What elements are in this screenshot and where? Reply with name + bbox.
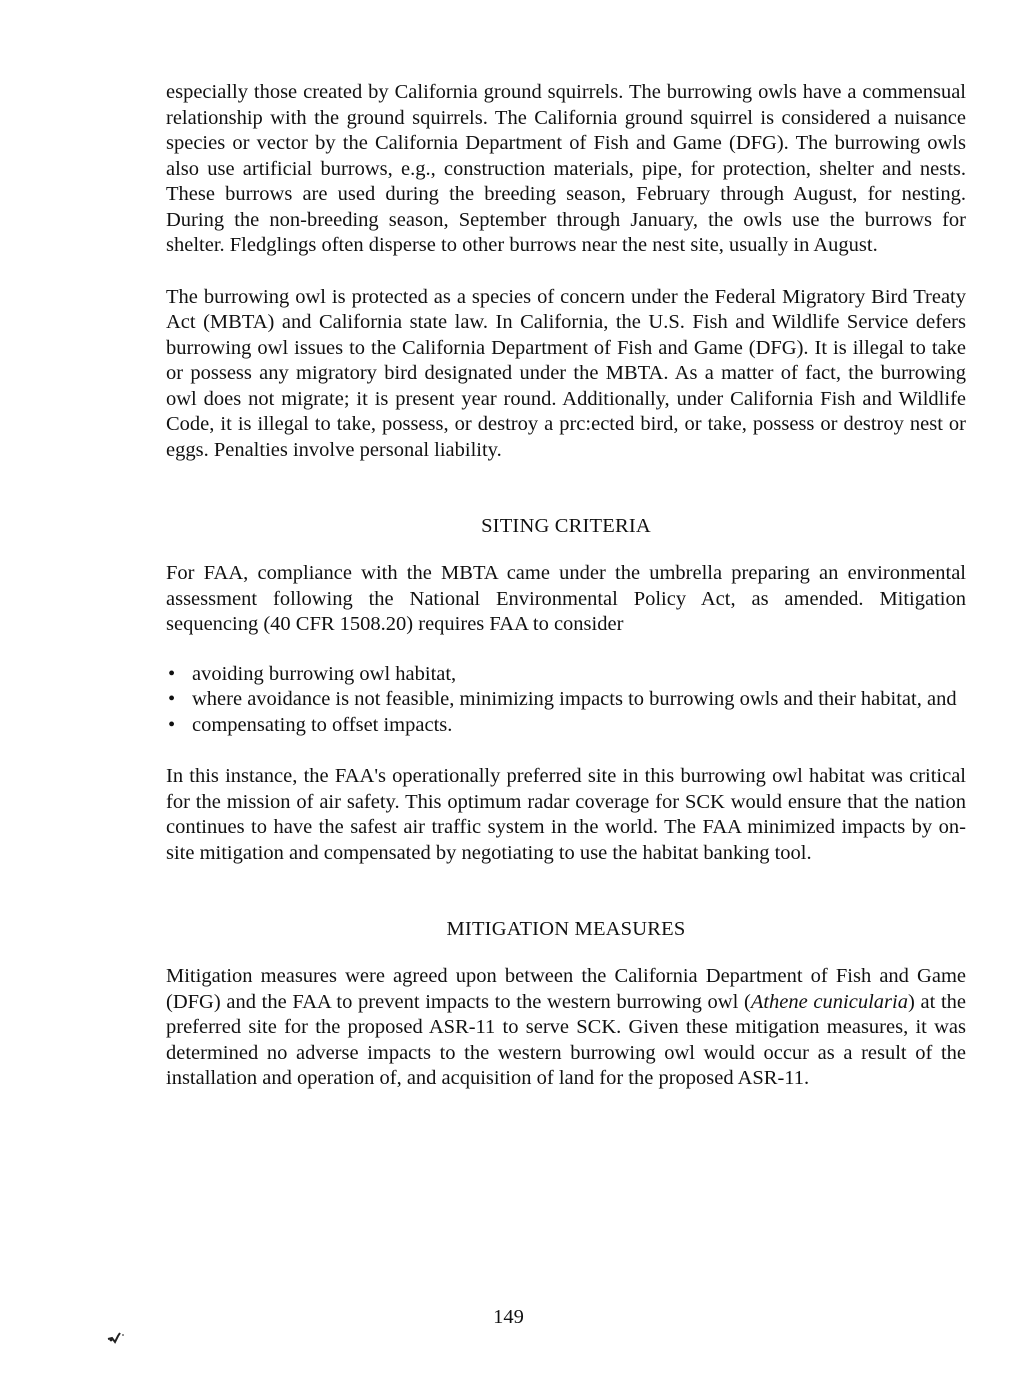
bullet-icon: • [168,713,176,736]
mitigation-text-end: ) at the preferred site for the proposed ASR-11 to serve SCK. Given these mitigation measures, it was determined no adverse impacts to the western burrowing owl would occur as a result of the installation and operation of, and acquisition of land for the proposed ASR-11. [166,990,966,1089]
heading-mitigation-measures: MITIGATION MEASURES [446,918,686,940]
paragraph-legal-protection: The burrowing owl is protected as a species of concern under the Federal Migratory Bird Treaty Act (MBTA) and California state law. In California, the U.S. Fish and Wildlife Service defers burrowing owl issues to the California Department of Fish and Game (DFG). It is illegal to take or possess any migratory bird designated under the MBTA. As a matter of fact, the burrowing owl does not migrate; it is present year round. Additionally, under California Fish and Wildlife Code, it is illegal to take, possess, or destroy a prc:ected bird, or take, possess or destroy nest or eggs. Penalties involve personal liability. [166,285,966,461]
scan-speck-icon [106,1330,128,1348]
paragraph-burrow-use: especially those created by California ground squirrels. The burrowing owls have a commensual relationship with the ground squirrels. The California ground squirrel is considered a nuisance species or vector by the California Department of Fish and Game (DFG). The burrowing owls also use artificial burrows, e.g., construction materials, pipe, for protection, shelter and nests. These burrows are used during the breeding season, February through August, for nesting. During the non-breeding season, September through January, the owls use the burrows for shelter. Fledglings often disperse to other burrows near the nest site, usually in August. [166,81,966,256]
document-page [166,80,966,1092]
paragraph-siting-intro: For FAA, compliance with the MBTA came under the umbrella preparing an environmental assessment following the National Environmental Policy Act, as amended. Mitigation sequencing (40 CFR 1508.20) requires FAA to consider [166,562,966,635]
list-item [166,713,966,739]
heading-siting-criteria: SITING CRITERIA [481,515,651,537]
paragraph-siting-closing: In this instance, the FAA's operationally preferred site in this burrowing owl habitat was critical for the mission of air safety. This optimum radar coverage for SCK would ensure that the nation continues to have the safest air traffic system in the world. The FAA minimized impacts by on-site mitigation and compensated by negotiating to use the habitat banking tool. [166,765,966,864]
list-item-text: where avoidance is not feasible, minimizing impacts to burrowing owls and their habitat, and [192,688,957,710]
paragraph-mitigation [166,964,966,1092]
mitigation-sequence-list [166,662,966,739]
list-item-text: compensating to offset impacts. [192,713,453,736]
list-item [166,687,966,713]
list-item [166,662,966,688]
list-item-text: avoiding burrowing owl habitat, [192,662,457,685]
page-number: 149 [493,1306,524,1328]
species-name: Athene cunicularia [750,990,908,1013]
mitigation-text-start: Mitigation measures were agreed upon between the California Department of Fish and Game (DFG) and the FAA to prevent impacts to the western burrowing owl ( [166,965,966,1013]
bullet-icon: • [168,662,176,685]
bullet-icon: • [168,688,176,710]
